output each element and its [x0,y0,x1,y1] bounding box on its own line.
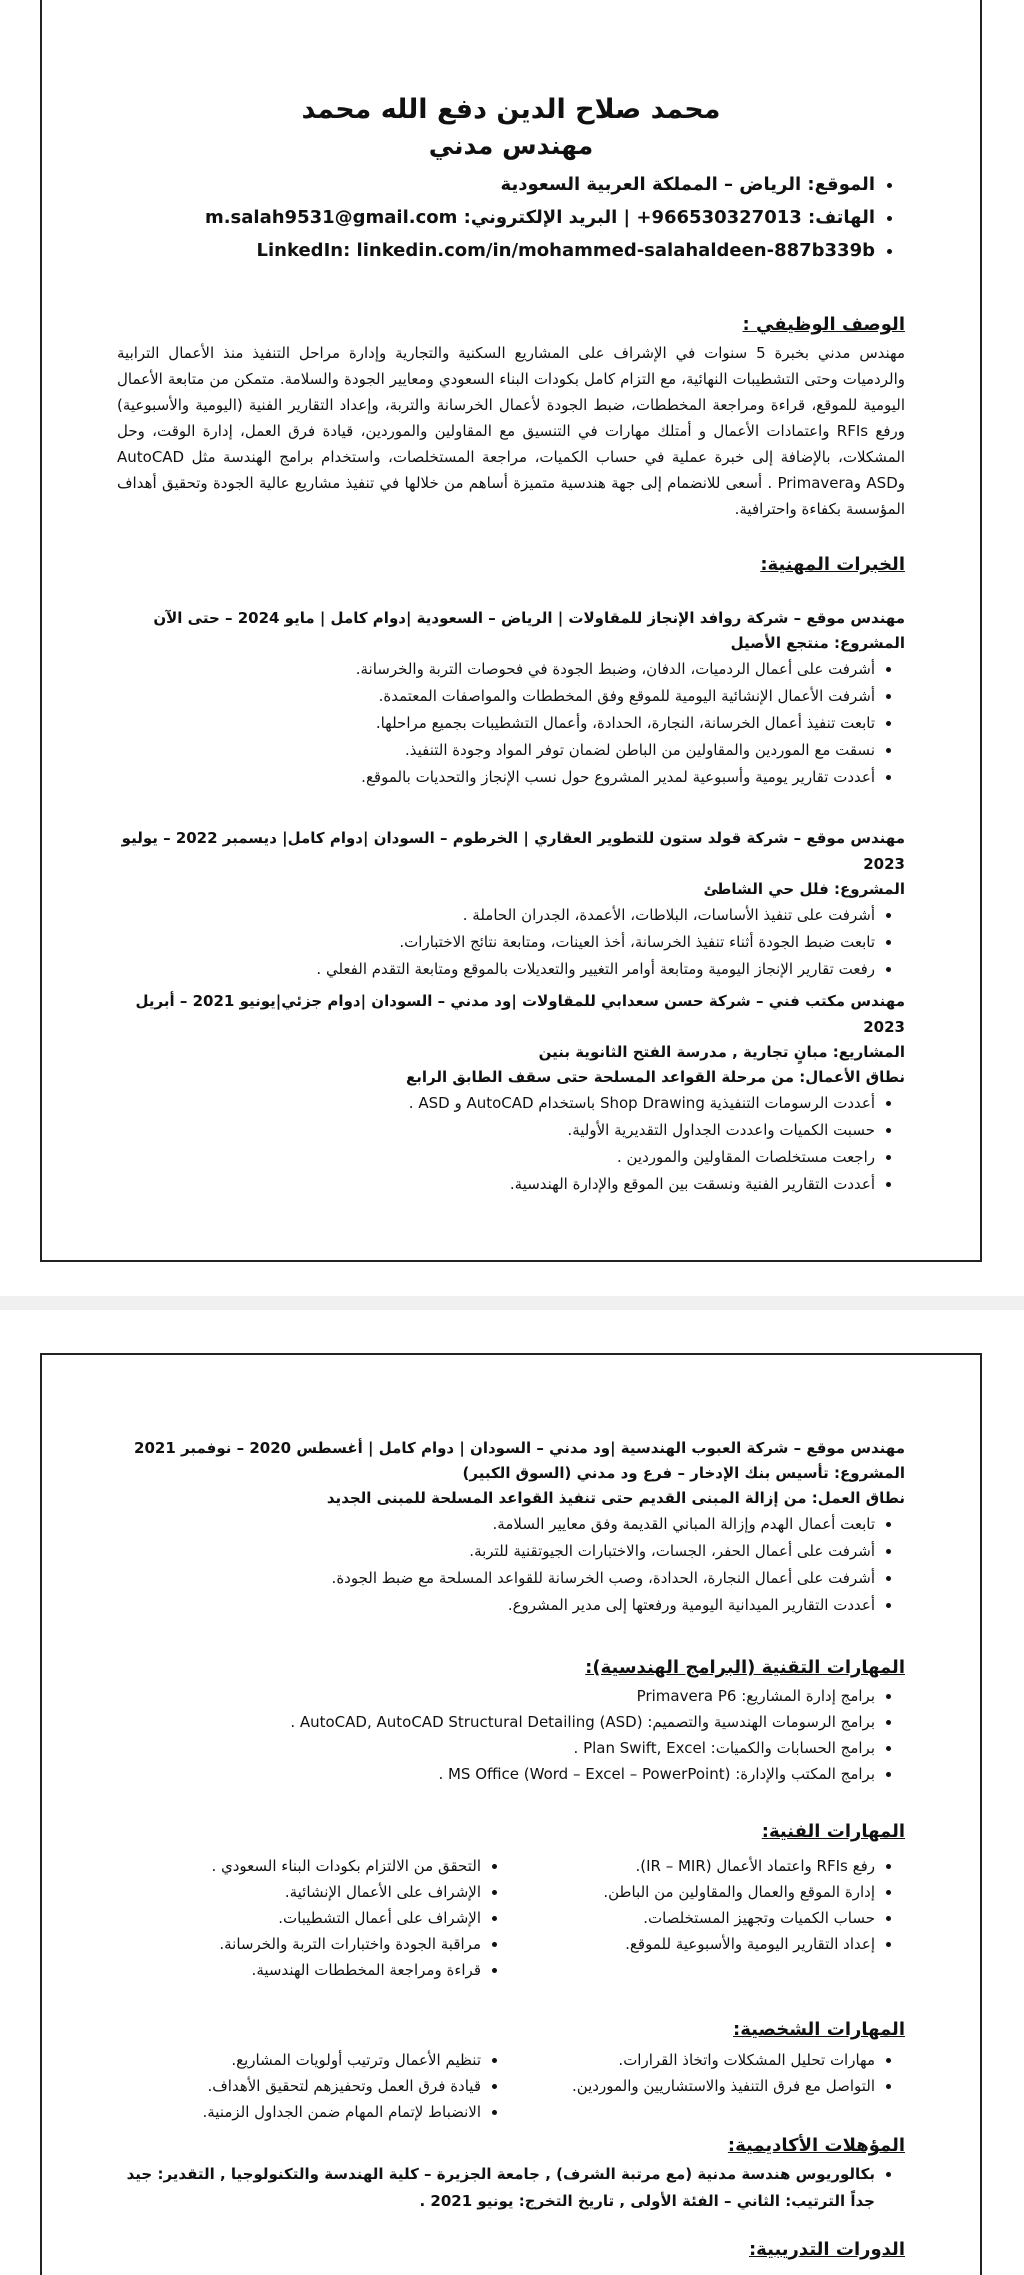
tech-abilities-left [117,1853,511,1983]
soft-skills-columns [117,2047,905,2125]
job-project: المشاريع: مبانٍ تجارية , مدرسة الفتح الثانوية بنين [538,1043,905,1061]
list-item: • برامج المكتب والإدارة: MS Office (Word – Excel – PowerPoint) . [117,1761,875,1787]
list-item: • مهارات تحليل المشكلات واتخاذ القرارات. [511,2047,875,2073]
list-item: • أعددت التقارير الميدانية اليومية ورفعتها إلى مدير المشروع. [117,1592,875,1619]
list-item: • حسبت الكميات واعددت الجداول التقديرية الأولية. [117,1117,875,1144]
list-item: • إدارة الموقع والعمال والمقاولين من الباطن. [511,1879,875,1905]
job-scope: نطاق العمل: من إزالة المبنى القديم حتى تنفيذ القواعد المسلحة للمبنى الجديد [326,1489,905,1507]
tech-abilities-right [511,1853,905,1983]
soft-skills-left [117,2047,511,2125]
list-item: • أشرفت على أعمال النجارة، الحدادة، وصب الخرسانة للقواعد المسلحة مع ضبط الجودة. [117,1565,875,1592]
job-bullets [117,1511,905,1619]
list-item: • تابعت تنفيذ أعمال الخرسانة، النجارة، الحدادة، وأعمال التشطيبات بجميع مراحلها. [117,710,875,737]
job-project: المشروع: منتجع الأصيل [730,634,905,652]
job-bullets [117,656,905,791]
list-item: • تابعت أعمال الهدم وإزالة المباني القديمة وفق معايير السلامة. [117,1511,875,1538]
soft-skills-right [511,2047,905,2125]
job-title: مهندس موقع – شركة العبوب الهندسية |ود مدني – السودان | دوام كامل | أغسطس 2020 – نوفمبر 2021 [134,1439,905,1457]
contact-linkedin: • LinkedIn: linkedin.com/in/mohammed-salahaldeen-887b339b [117,234,875,267]
list-item: • برامج الحسابات والكميات: Plan Swift, Excel . [117,1735,875,1761]
job-3 [117,988,905,1198]
summary-heading: الوصف الوظيفي : [742,314,905,335]
list-item: • الانضباط لإتمام المهام ضمن الجداول الزمنية. [117,2099,481,2125]
resume-page-1 [40,0,982,1262]
list-item: • الإشراف على الأعمال الإنشائية. [117,1879,481,1905]
training-heading: الدورات التدريبية: [748,2239,905,2260]
list-item: • أشرفت على أعمال الردميات، الدفان، وضبط الجودة في فحوصات التربة والخرسانة. [117,656,875,683]
education-heading: المؤهلات الأكاديمية: [727,2135,905,2156]
list-item: • رفع RFIs واعتماد الأعمال (IR – MIR). [511,1853,875,1879]
list-item: • رفعت تقارير الإنجاز اليومية ومتابعة أوامر التغيير والتعديلات بالموقع ومتابعة التقدم الفعلي . [117,956,875,983]
contact-location: • الموقع: الرياض – المملكة العربية السعودية [117,168,875,201]
list-item: • راجعت مستخلصات المقاولين والموردين . [117,1144,875,1171]
job-4 [117,1435,905,1619]
tech-skills-list [117,1683,905,1787]
list-item: • أشرفت على تنفيذ الأساسات، البلاطات، الأعمدة، الجدران الحاملة . [117,902,875,929]
list-item: • أشرفت على أعمال الحفر، الجسات، والاختبارات الجيوتقنية للتربة. [117,1538,875,1565]
job-title: مهندس موقع – شركة روافد الإنجاز للمقاولات | الرياض – السعودية |دوام كامل | مايو 2024 – حتى الآن [153,609,905,627]
list-item: • أعددت التقارير الفنية ونسقت بين الموقع والإدارة الهندسية. [117,1171,875,1198]
tech-skills-heading: المهارات التقنية (البرامج الهندسية): [585,1657,905,1678]
list-item: • قراءة ومراجعة المخططات الهندسية. [117,1957,481,1983]
job-bullets [117,902,905,983]
list-item: • نسقت مع الموردين والمقاولين من الباطن لضمان توفر المواد وجودة التنفيذ. [117,737,875,764]
list-item: • حساب الكميات وتجهيز المستخلصات. [511,1905,875,1931]
tech-skills-section [117,1653,905,1787]
list-item: • التواصل مع فرق التنفيذ والاستشاريين والموردين. [511,2073,875,2099]
contact-list [117,168,905,267]
job-1 [117,605,905,791]
tech-abilities-section [117,1817,905,1983]
tech-abilities-columns [117,1853,905,1983]
list-item: • أعددت تقارير يومية وأسبوعية لمدير المشروع حول نسب الإنجاز والتحديات بالموقع. [117,764,875,791]
experience-heading: الخبرات المهنية: [760,554,905,575]
education-section [117,2131,905,2215]
candidate-title: مهندس مدني [428,131,594,160]
education-item: • بكالوريوس هندسة مدنية (مع مرتبة الشرف) , جامعة الجزيرة – كلية الهندسة والتكنولوجيا , التقدير: جيد جداً الترتيب: الثاني – الفئة الأولى , تاريخ التخرج: يونيو 2021 . [117,2161,875,2215]
list-item: • إعداد التقارير اليومية والأسبوعية للموقع. [511,1931,875,1957]
tech-abilities-heading: المهارات الفنية: [761,1821,905,1842]
list-item: • تابعت ضبط الجودة أثناء تنفيذ الخرسانة، أخذ العينات، ومتابعة نتائج الاختبارات. [117,929,875,956]
list-item: • قيادة فرق العمل وتحفيزهم لتحقيق الأهداف. [117,2073,481,2099]
soft-skills-heading: المهارات الشخصية: [733,2019,905,2040]
job-bullets [117,1090,905,1198]
list-item: • أشرفت الأعمال الإنشائية اليومية للموقع وفق المخططات والمواصفات المعتمدة. [117,683,875,710]
list-item: • مراقبة الجودة واختبارات التربة والخرسانة. [117,1931,481,1957]
training-section [117,2235,905,2265]
job-title: مهندس موقع – شركة قولد ستون للتطوير العقاري | الخرطوم – السودان |دوام كامل| ديسمبر 2022 – يوليو 2023 [121,829,905,873]
list-item: • التحقق من الالتزام بكودات البناء السعودي . [117,1853,481,1879]
list-item: • الإشراف على أعمال التشطيبات. [117,1905,481,1931]
soft-skills-section [117,2015,905,2125]
job-title: مهندس مكتب فني – شركة حسن سعدابي للمقاولات |ود مدني – السودان |دوام جزئي|يونيو 2021 – أبريل 2023 [135,992,905,1036]
page-gap [0,1296,1024,1310]
job-project: المشروع: تأسيس بنك الإدخار – فرع ود مدني (السوق الكبير) [462,1464,905,1482]
list-item: • برامج الرسومات الهندسية والتصميم: AutoCAD, AutoCAD Structural Detailing (ASD) . [117,1709,875,1735]
candidate-name: محمد صلاح الدين دفع الله محمد [301,94,721,125]
job-project: المشروع: فلل حي الشاطئ [703,880,905,898]
list-item: • أعددت الرسومات التنفيذية Shop Drawing باستخدام AutoCAD و ASD . [117,1090,875,1117]
job-2 [117,825,905,983]
list-item: • برامج إدارة المشاريع: Primavera P6 [117,1683,875,1709]
summary-text: مهندس مدني بخبرة 5 سنوات في الإشراف على المشاريع السكنية والتجارية وإدارة مراحل التنفيذ منذ الأعمال الترابية والردميات وحتى التشطيبات النهائية، مع التزام كامل بكودات البناء السعودي ومعايير الجودة والسلامة. متمكن من متابعة الأعمال اليومية للموقع، قراءة ومراجعة المخططات، ضبط الجودة لأعمال الخرسانة والتربة، وإعداد التقارير الفنية (اليومية والأسبوعية) ورفع RFIs واعتمادات الأعمال و أمتلك مهارات في التنسيق مع المقاولين والموردين، قيادة فرق العمل، إدارة الوقت، وحل المشكلات، بالإضافة إلى خبرة عملية في حساب الكميات، مراجعة المستخلصات، واستخدام برامج الهندسة مثل AutoCAD وASD وPrimavera . أسعى للانضمام إلى جهة هندسية متميزة أساهم من خلالها في تنفيذ مشاريع عالية الجودة وتحقيق أهداف المؤسسة بكفاءة واحترافية. [117,344,905,518]
education-list [117,2161,905,2215]
resume-page-2 [40,1353,982,2275]
contact-phone-email: • الهاتف: 966530327013+ | البريد الإلكتروني: m.salah9531@gmail.com [117,201,875,234]
job-scope: نطاق الأعمال: من مرحلة القواعد المسلحة حتى سقف الطابق الرابع [406,1068,905,1086]
list-item: • تنظيم الأعمال وترتيب أولويات المشاريع. [117,2047,481,2073]
